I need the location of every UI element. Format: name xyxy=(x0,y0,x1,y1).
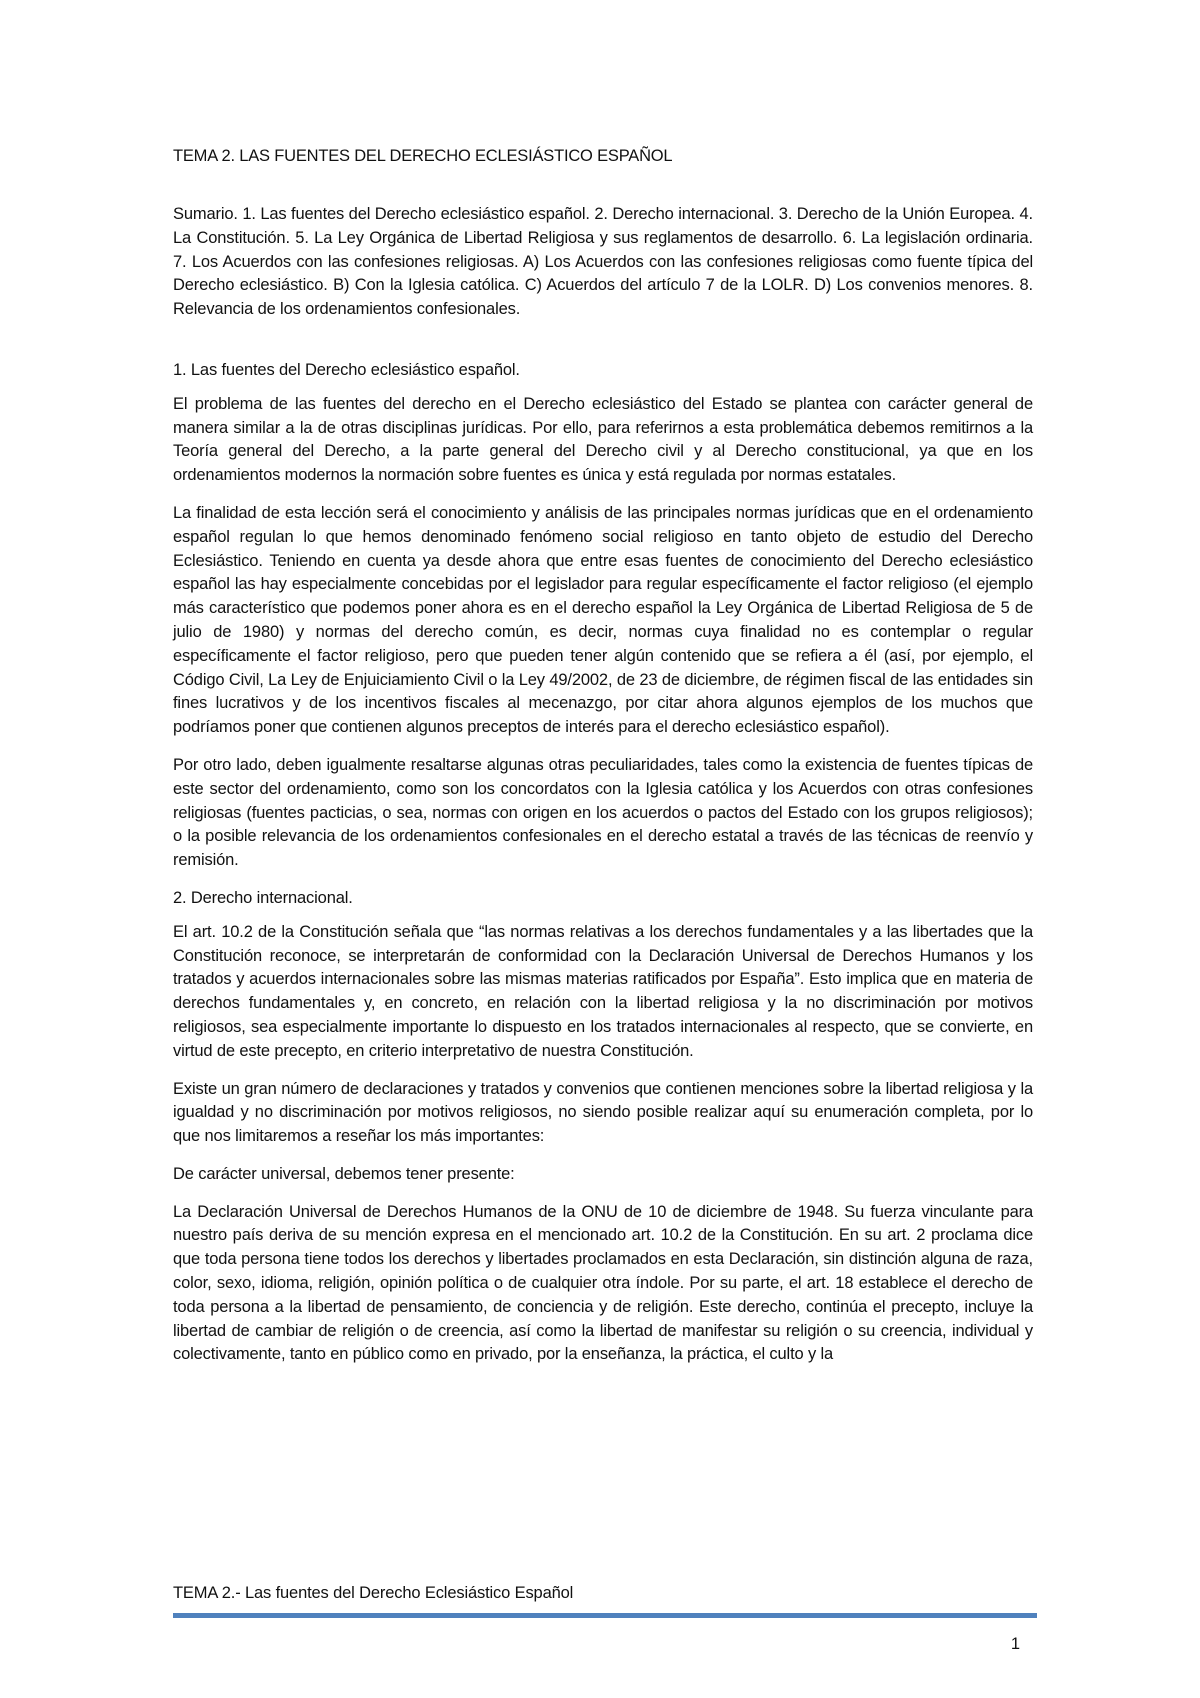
section-2-paragraph-3: De carácter universal, debemos tener presente: xyxy=(173,1164,515,1183)
document-title: TEMA 2. LAS FUENTES DEL DERECHO ECLESIÁSTICO ESPAÑOL xyxy=(173,147,673,165)
section-1-paragraph-1: El problema de las fuentes del derecho en el Derecho eclesiástico del Estado se plantea con carácter general de manera similar a la de otras disciplinas jurídicas. Por ello, para referirnos a esta problemática debemos remitirnos a la Teoría general del Derecho, a la parte general del Derecho civil y al Derecho constitucional, ya que en los ordenamientos modernos la normación sobre fuentes es única y está regulada por normas estatales. xyxy=(173,394,1033,485)
footer-rule xyxy=(173,1613,1037,1618)
section-1 xyxy=(173,359,1033,873)
section-1-paragraph-3: Por otro lado, deben igualmente resaltarse algunas otras peculiaridades, tales como la existencia de fuentes típicas de este sector del ordenamiento, como son los concordatos con la Iglesia católica y los Acuerdos con otras confesiones religiosas (fuentes pacticias, o sea, normas con origen en los acuerdos o pactos del Estado con los grupos religiosos); o la posible relevancia de los ordenamientos confesionales en el derecho estatal a través de las técnicas de reenvío y remisión. xyxy=(173,755,1033,870)
summary-paragraph: Sumario. 1. Las fuentes del Derecho eclesiástico español. 2. Derecho internacional. 3. Derecho de la Unión Europea. 4. La Constitución. 5. La Ley Orgánica de Libertad Religiosa y sus reglamentos de desarrollo. 6. La legislación ordinaria. 7. Los Acuerdos con las confesiones religiosas. A) Los Acuerdos con las confesiones religiosas como fuente típica del Derecho eclesiástico. B) Con la Iglesia católica. C) Acuerdos del artículo 7 de la LOLR. D) Los convenios menores. 8. Relevancia de los ordenamientos confesionales. xyxy=(173,205,1033,319)
section-1-paragraph-2: La finalidad de esta lección será el conocimiento y análisis de las principales normas jurídicas que en el ordenamiento español regulan lo que hemos denominado fenómeno social religioso en tanto objeto de estudio del Derecho Eclesiástico. Teniendo en cuenta ya desde ahora que entre esas fuentes de conocimiento del Derecho eclesiástico español las hay especialmente concebidas por el legislador para regular específicamente el factor religioso (el ejemplo más característico que podemos poner ahora es en el derecho español la Ley Orgánica de Libertad Religiosa de 5 de julio de 1980) y normas del derecho común, es decir, normas cuya finalidad no es contemplar o regular específicamente el factor religioso, pero que pueden tener algún contenido que se refiera a él (así, por ejemplo, el Código Civil, La Ley de Enjuiciamiento Civil o la Ley 49/2002, de 23 de diciembre, de régimen fiscal de las entidades sin fines lucrativos y de los incentivos fiscales al mecenazgo, por citar ahora algunos ejemplos de los muchos que podríamos poner que contienen algunos preceptos de interés para el derecho eclesiástico español). xyxy=(173,503,1033,737)
section-2-paragraph-1: El art. 10.2 de la Constitución señala que “las normas relativas a los derechos fundamentales y a las libertades que la Constitución reconoce, se interpretarán de conformidad con la Declaración Universal de Derechos Humanos y los tratados y acuerdos internacionales sobre las mismas materias ratificados por España”. Esto implica que en materia de derechos fundamentales y, en concreto, en relación con la libertad religiosa y la no discriminación por motivos religiosos, sea especialmente importante lo dispuesto en los tratados internacionales al respecto, que se convierte, en virtud de este precepto, en criterio interpretativo de nuestra Constitución. xyxy=(173,922,1033,1060)
page-number: 1 xyxy=(1010,1635,1020,1653)
section-2-heading: 2. Derecho internacional. xyxy=(173,888,353,907)
section-1-heading: 1. Las fuentes del Derecho eclesiástico español. xyxy=(173,360,520,379)
page-content xyxy=(173,146,1033,1367)
section-2 xyxy=(173,887,1033,1367)
page-footer xyxy=(173,1583,1037,1618)
footer-text: TEMA 2.- Las fuentes del Derecho Eclesiástico Español xyxy=(173,1584,574,1602)
section-2-paragraph-2: Existe un gran número de declaraciones y tratados y convenios que contienen menciones sobre la libertad religiosa y la igualdad y no discriminación por motivos religiosos, no siendo posible realizar aquí su enumeración completa, por lo que nos limitaremos a reseñar los más importantes: xyxy=(173,1079,1033,1146)
section-2-paragraph-4: La Declaración Universal de Derechos Humanos de la ONU de 10 de diciembre de 1948. Su fuerza vinculante para nuestro país deriva de su mención expresa en el mencionado art. 10.2 de la Constitución. En su art. 2 proclama dice que toda persona tiene todos los derechos y libertades proclamados en esta Declaración, sin distinción alguna de raza, color, sexo, idioma, religión, opinión política o de cualquier otra índole. Por su parte, el art. 18 establece el derecho de toda persona a la libertad de pensamiento, de conciencia y de religión. Este derecho, continúa el precepto, incluye la libertad de cambiar de religión o de creencia, así como la libertad de manifestar su religión o su creencia, individual y colectivamente, tanto en público como en privado, por la enseñanza, la práctica, el culto y la xyxy=(173,1202,1033,1364)
